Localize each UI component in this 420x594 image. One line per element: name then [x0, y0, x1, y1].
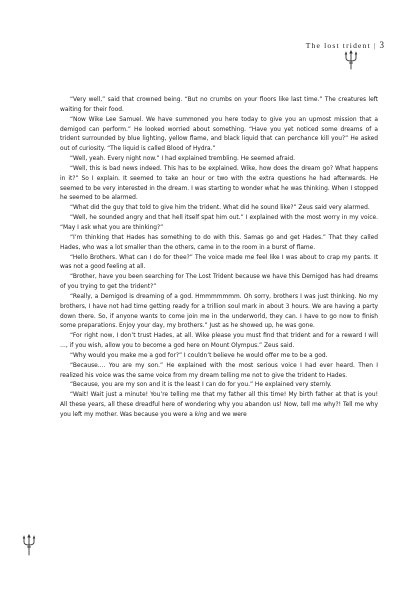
page-number: 3: [379, 40, 384, 50]
paragraph: [60, 391, 378, 421]
running-header: [306, 40, 384, 50]
paragraph: “For right now, I don’t trust Hades, at all. Wike please you must find that trident and for a reward I will …, if you wish, allow you to become a god here on Mount Olympus.” Zeus said.: [60, 333, 378, 350]
paragraph: “Very well,” said that crowned being. “But no crumbs on your floors like last time.” The creatures left waiting for their food.: [60, 97, 378, 113]
header-separator: |: [373, 40, 377, 50]
trident-icon: [344, 50, 358, 70]
paragraph-text: and we were: [207, 412, 247, 418]
paragraph: “Because, you are my son and it is the least I can do for you.” He explained very sternly.: [70, 382, 332, 389]
paragraph: “What did the guy that told to give him the trident. What did he sound like?” Zeus said very alarmed.: [70, 205, 370, 212]
trident-icon: [22, 534, 36, 556]
emphasis-word: king: [194, 412, 208, 418]
paragraph: “I’m thinking that Hades has something to do with this. Samas go and get Hades.” That they called Hades, who was a lot smaller than the others, came in to the room in a burst of flame.: [60, 234, 378, 251]
paragraph-text: “Wait! Wait just a minute! You’re telling me that my father all this time! My birth father at that is you! All these years, all these dreadful here of wondering why you abandon us! Now, tell me why?! Tell me why you left my mother. Was because you were a: [60, 392, 378, 418]
header-title: The lost trident: [305, 40, 371, 50]
paragraph: “Why would you make me a god for?” I couldn’t believe he would offer me to be a god.: [70, 352, 328, 359]
paragraph: “Because…. You are my son.” He explained with the most serious voice I had ever heard. Then I realized his voice was the same voice from my dream telling me not to give the trident to Hades.: [60, 362, 378, 379]
paragraph: “Really, a Demigod is dreaming of a god. Hmmmmmmm. Oh sorry, brothers I was just thinking. No my brothers, I have not had time getting ready for a trillion soul mark in about 3 hours. We are having a party down there. So, if anyone wants to come join me in the underworld, they can. I have to go now to finish some preparations. Enjoy your day, my brothers.” Just as he showed up, he was gone.: [60, 293, 378, 330]
paragraph: “Well, he sounded angry and that hell itself spat him out.” I explained with the most worry in my voice. “May I ask what you are thinking?”: [60, 215, 378, 231]
paragraph: “Well, this is bad news indeed. This has to be explained. Wike, how does the dream go? What happens in it?” So I explain. It seemed to take an hour or two with the extra questions he had afterwards. He seemed to be very interested in the dream. I was starting to wonder what he was thinking. When I stopped he seemed to be alarmed.: [60, 165, 378, 202]
chapter-body: [60, 96, 378, 421]
paragraph: “Well, yeah. Every night now.” I had explained trembling. He seemed afraid.: [70, 156, 295, 163]
paragraph: “Brother, have you been searching for The Lost Trident because we have this Demigod has had dreams of you trying to get the trident?”: [60, 274, 378, 291]
paragraph: “Now Wike Lee Samuel. We have summoned you here today to give you an upmost mission that a demigod can perform.” He looked worried about something. “Have you yet noticed some dreams of a trident surrounded by blue lighting, yellow flame, and black liquid that can perchance kill you?” He asked out of curiosity. “The liquid is called Blood of Hydra.”: [60, 116, 378, 153]
paragraph: “Hello Brothers. What can I do for thee?” The voice made me feel like I was about to crap my pants. It was not a good feeling at all.: [60, 254, 378, 271]
